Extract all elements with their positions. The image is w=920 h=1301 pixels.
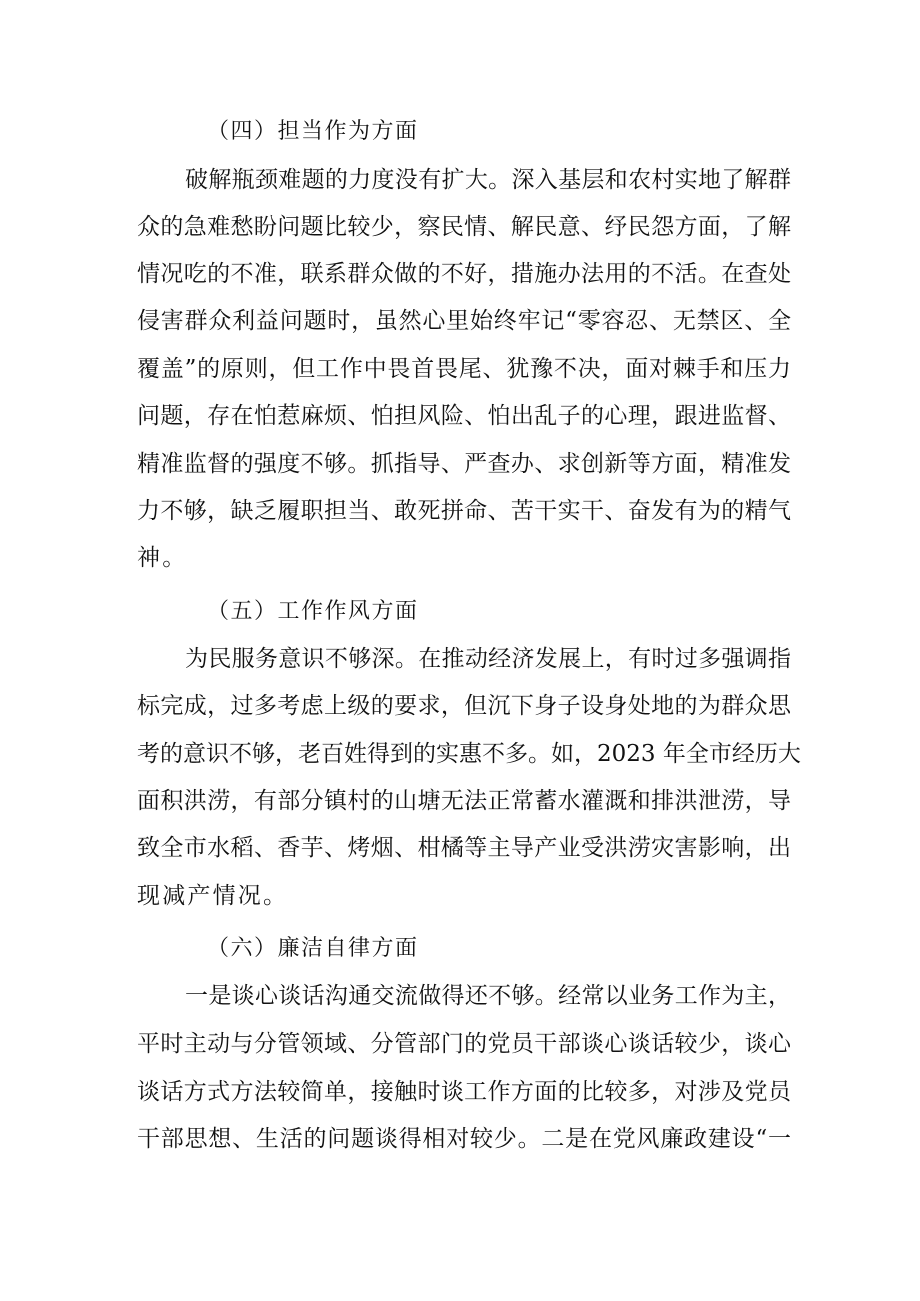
paragraph-line: 现减产情况。 <box>137 883 289 909</box>
section-heading: （五）工作作风方面 <box>207 599 419 624</box>
paragraph-line: 谈话方式方法较简单，接触时谈工作方面的比较多，对涉及党员 <box>137 1079 791 1105</box>
paragraph-line: 神。 <box>137 545 188 571</box>
section-heading: （六）廉洁自律方面 <box>207 936 419 961</box>
paragraph-line: 考的意识不够，老百姓得到的实惠不多。如，2023 年全市经历大 <box>137 741 801 767</box>
paragraph-line: 致全市水稻、香芋、烤烟、柑橘等主导产业受洪涝灾害影响，出 <box>137 835 791 861</box>
paragraph-line: 情况吃的不准，联系群众做的不好，措施办法用的不活。在查处 <box>137 261 791 287</box>
paragraph-line: 平时主动与分管领域、分管部门的党员干部谈心谈话较少，谈心 <box>137 1031 791 1057</box>
paragraph-line: 精准监督的强度不够。抓指导、严查办、求创新等方面，精准发 <box>137 451 791 477</box>
paragraph-line: 面积洪涝，有部分镇村的山塘无法正常蓄水灌溉和排洪泄涝，导 <box>137 788 791 814</box>
paragraph-line: 一是谈心谈话沟通交流做得还不够。经常以业务工作为主， <box>185 983 791 1009</box>
paragraph-line: 侵害群众利益问题时，虽然心里始终牢记“零容忍、无禁区、全 <box>137 308 791 334</box>
paragraph-line: 力不够，缺乏履职担当、敢死拼命、苦干实干、奋发有为的精气 <box>137 498 791 524</box>
paragraph-line: 众的急难愁盼问题比较少，察民情、解民意、纾民怨方面，了解 <box>137 214 791 240</box>
paragraph-line: 问题，存在怕惹麻烦、怕担风险、怕出乱子的心理，跟进监督、 <box>137 403 791 429</box>
paragraph-line: 标完成，过多考虑上级的要求，但沉下身子设身处地的为群众思 <box>137 693 791 719</box>
paragraph-line: 破解瓶颈难题的力度没有扩大。深入基层和农村实地了解群 <box>185 167 791 193</box>
section-heading: （四）担当作为方面 <box>207 119 419 144</box>
paragraph-line: 干部思想、生活的问题谈得相对较少。二是在党风廉政建设“一 <box>137 1126 791 1152</box>
paragraph-line: 覆盖”的原则，但工作中畏首畏尾、犹豫不决，面对棘手和压力 <box>137 356 791 382</box>
paragraph-line: 为民服务意识不够深。在推动经济发展上，有时过多强调指 <box>185 646 791 672</box>
